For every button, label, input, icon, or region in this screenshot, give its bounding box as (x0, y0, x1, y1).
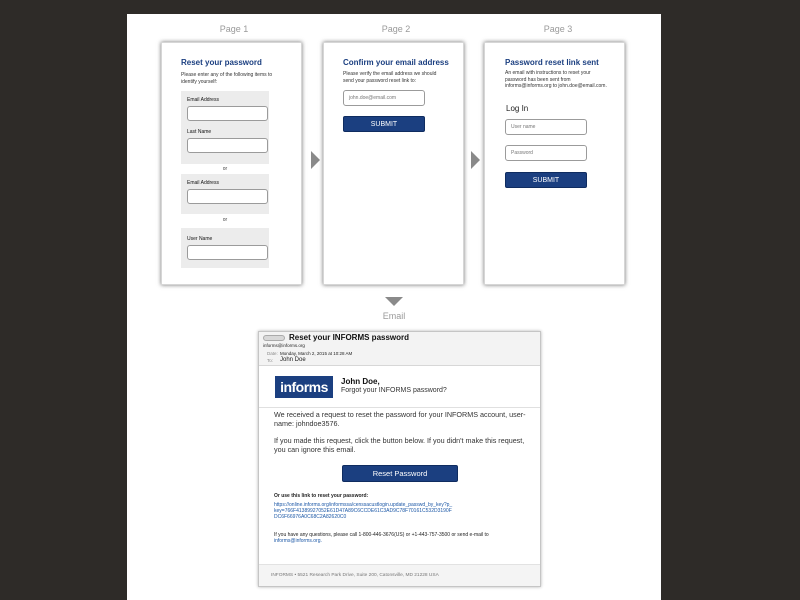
page-3-card (484, 42, 625, 285)
page-3-label: Page 3 (543, 24, 573, 34)
page-2-label: Page 2 (381, 24, 411, 34)
email-address-input[interactable] (187, 106, 268, 121)
username-group (181, 228, 269, 268)
email-window (258, 331, 541, 587)
page-1-card (161, 42, 302, 285)
alt-link-heading: Or use this link to reset your password: (274, 493, 369, 499)
email-lastname-group (181, 91, 269, 164)
email-address-input-2[interactable] (187, 189, 268, 204)
contact-text (274, 532, 504, 544)
informs-logo: informs (275, 376, 333, 398)
window-controls-icon[interactable] (263, 335, 285, 341)
last-name-label: Last Name (187, 129, 212, 135)
divider (259, 407, 540, 408)
login-submit-button[interactable]: SUBMIT (505, 172, 587, 188)
email-greeting: John Doe, (341, 377, 380, 386)
page-3-title: Password reset link sent (505, 58, 599, 67)
contact-email-link[interactable]: informs@informs.org. (274, 538, 322, 545)
contact-text-body: If you have any questions, please call 1-800-446-3676(US) or +1-443-757-3500 or send e-mail to (274, 532, 489, 538)
page-2-card (323, 42, 464, 285)
page-1-title: Reset your password (181, 58, 262, 67)
arrow-down-icon (385, 297, 403, 306)
reset-password-button[interactable]: Reset Password (342, 465, 458, 482)
email-address-label-2: Email Address (187, 180, 219, 186)
email-paragraph-2: If you made this request, click the button below. If you didn't make this request, you can ignore this email. (274, 436, 525, 454)
date-value: Monday, March 2, 2015 at 10:28 AM (280, 351, 353, 356)
date-label: Date: (267, 351, 278, 356)
password-input[interactable]: Password (505, 145, 587, 161)
email-from: informs@informs.org (263, 343, 305, 348)
page-3-description: An email with instructions to reset your password has been sent from informs@informs.org to john.doe@email.com. (505, 70, 607, 89)
email-group (181, 174, 269, 214)
submit-button[interactable]: SUBMIT (343, 116, 425, 132)
login-heading: Log In (506, 104, 529, 113)
page-1-label: Page 1 (219, 24, 249, 34)
email-footer: INFORMS • 5521 Research Park Drive, Suite 200, Catonsville, MD 21228 USA (259, 564, 540, 586)
arrow-right-icon (471, 151, 480, 169)
email-subject: Reset your INFORMS password (289, 333, 410, 342)
email-paragraph-1: We received a request to reset the password for your INFORMS account, user-name: johndoe3576. (274, 410, 526, 428)
arrow-right-icon (311, 151, 320, 169)
email-header (259, 332, 540, 366)
confirm-email-input[interactable]: john.doe@email.com (343, 90, 425, 106)
email-label: Email (382, 311, 406, 321)
email-address-label: Email Address (187, 97, 219, 103)
to-label: To: (267, 358, 274, 363)
username-input[interactable]: User name (505, 119, 587, 135)
user-name-input[interactable] (187, 245, 268, 260)
reset-link[interactable]: https://online.informs.org/informssa/censsacustlogin.update_passwd_by_key?p_key=766F41389927052E61D47A89C6CCDE61C3AD9C78F70161C532D3190FDC6F66976A0C68C2A82620C0 (274, 502, 453, 521)
page-2-description: Please verify the email address we should send your password reset link to: (343, 71, 437, 84)
flow-canvas (127, 14, 661, 600)
page-2-title: Confirm your email address (343, 58, 449, 67)
page-1-description: Please enter any of the following items to identify yourself: (181, 72, 273, 85)
or-divider: or (222, 166, 228, 172)
last-name-input[interactable] (187, 138, 268, 153)
user-name-label: User Name (187, 236, 213, 242)
or-divider-2: or (222, 217, 228, 223)
to-value: John Doe (280, 357, 306, 363)
email-subheading: Forgot your INFORMS password? (341, 387, 447, 394)
